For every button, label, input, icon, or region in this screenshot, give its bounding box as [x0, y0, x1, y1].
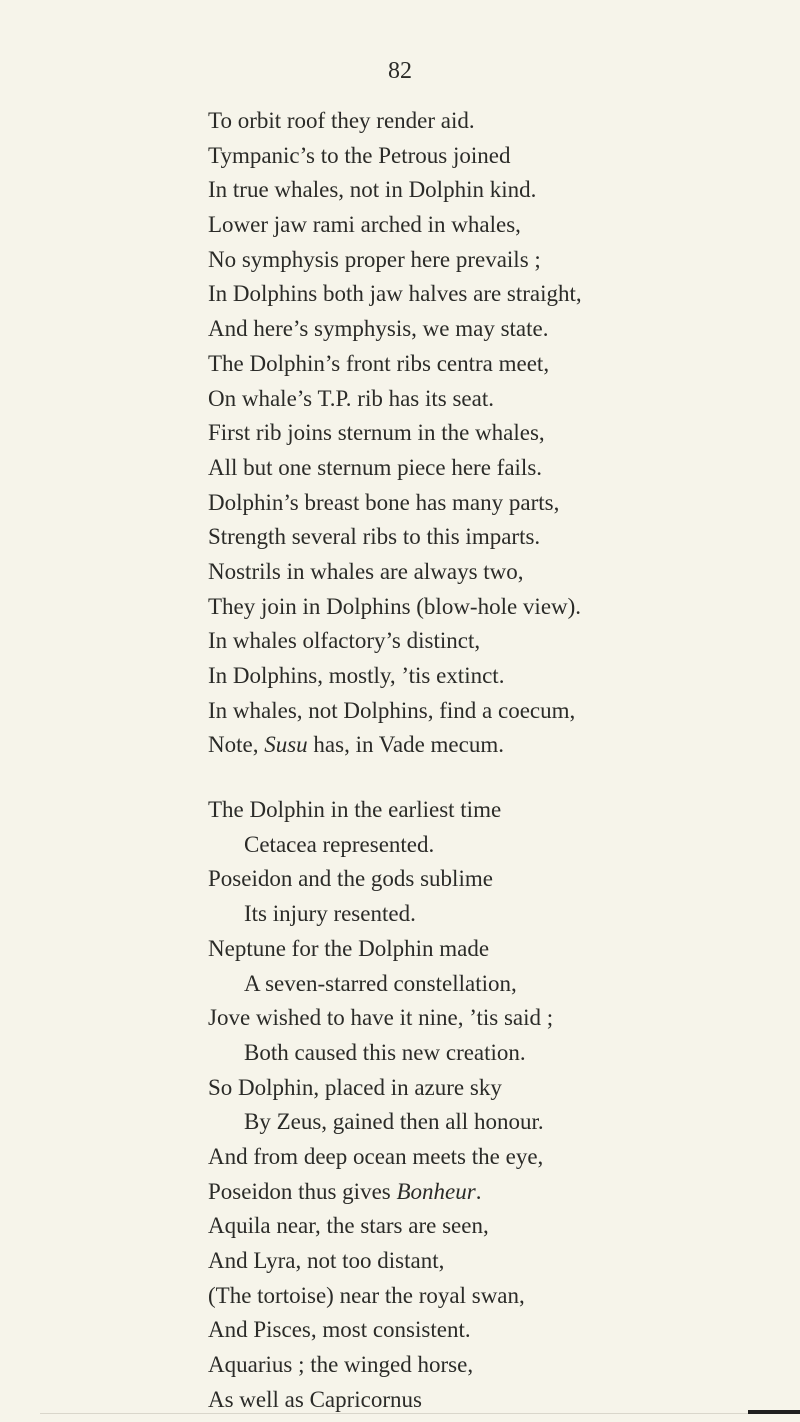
poem-line: And here’s symphysis, we may state. [208, 316, 549, 342]
line-text: . [475, 1178, 482, 1204]
poem-line: (The tortoise) near the royal swan, [208, 1282, 525, 1308]
poem-line: And from deep ocean meets the eye, [208, 1143, 544, 1169]
poem-line: They join in Dolphins (blow-hole view). [208, 593, 582, 619]
italic-word: Bonheur [396, 1178, 476, 1204]
poem-line: Aquila near, the stars are seen, [208, 1213, 489, 1239]
scan-edge-mark [748, 1410, 800, 1414]
poem-line: The Dolphin’s front ribs centra meet, [208, 350, 550, 376]
poem-line: In Dolphins both jaw halves are straight, [208, 281, 582, 307]
poem-line [208, 1175, 798, 1210]
poem-line: Dolphin’s breast bone has many parts, [208, 489, 560, 515]
poem-line [208, 728, 798, 763]
poem-line: In Dolphins, mostly, ’tis extinct. [208, 663, 505, 688]
poem-line: Lower jaw rami arched in whales, [208, 212, 521, 238]
poem-text [208, 104, 798, 1417]
poem-line: So Dolphin, placed in azure sky [208, 1074, 502, 1100]
stanza-break [208, 763, 798, 793]
italic-word: Susu [264, 732, 308, 758]
poem-line: And Lyra, not too distant, [208, 1248, 445, 1273]
poem-line: A seven-starred constellation, [244, 970, 517, 996]
poem-line: In whales olfactory’s distinct, [208, 628, 481, 654]
poem-line: Jove wished to have it nine, ’tis said ; [208, 1005, 554, 1031]
poem-line: In true whales, not in Dolphin kind. [208, 177, 537, 203]
poem-line: Neptune for the Dolphin made [208, 935, 490, 961]
line-text: has, in Vade mecum. [307, 732, 504, 758]
poem-line: As well as Capricornus [208, 1386, 422, 1412]
line-text: Note, [208, 732, 265, 758]
page-number: 82 [388, 58, 412, 84]
poem-line: Nostrils in whales are always two, [208, 558, 524, 584]
poem-line: The Dolphin in the earliest time [208, 797, 502, 823]
poem-line: Both caused this new creation. [244, 1039, 526, 1065]
poem-line: Tympanic’s to the Petrous joined [208, 142, 511, 168]
poem-line: Poseidon and the gods sublime [208, 866, 493, 892]
poem-line: First rib joins sternum in the whales, [208, 420, 545, 446]
poem-line: Strength several ribs to this imparts. [208, 524, 541, 550]
line-text: Poseidon thus gives [208, 1178, 397, 1204]
page-edge-line [40, 1413, 800, 1414]
poem-line: To orbit roof they render aid. [208, 108, 475, 133]
poem-line: Aquarius ; the winged horse, [208, 1352, 474, 1378]
poem-line: In whales, not Dolphins, find a coecum, [208, 697, 576, 723]
poem-line: Cetacea represented. [244, 831, 435, 857]
poem-line: And Pisces, most consistent. [208, 1317, 471, 1343]
poem-line: All but one sternum piece here fails. [208, 454, 543, 480]
poem-line: By Zeus, gained then all honour. [244, 1109, 544, 1135]
poem-line: On whale’s T.P. rib has its seat. [208, 385, 494, 411]
poem-line: Its injury resented. [244, 901, 416, 927]
poem-line: No symphysis proper here prevails ; [208, 246, 541, 272]
